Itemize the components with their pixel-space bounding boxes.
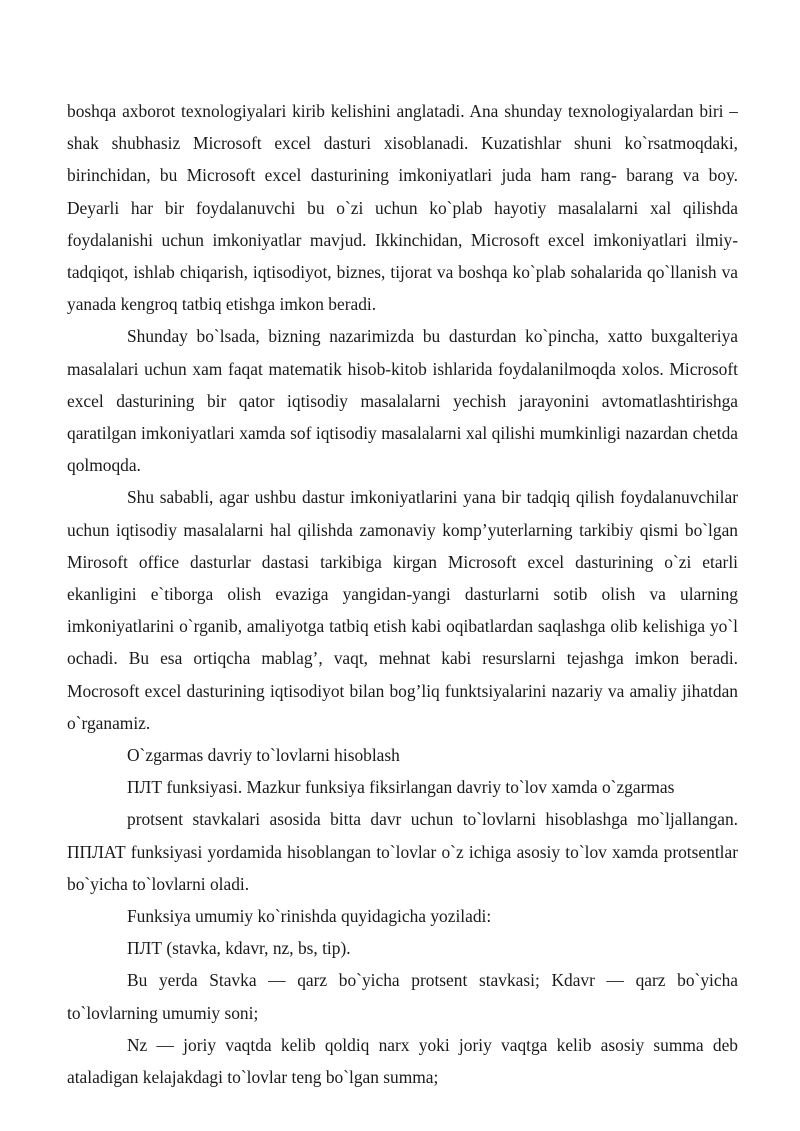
- section-heading-periodic-payments: O`zgarmas davriy to`lovlarni hisoblash: [127, 745, 400, 766]
- formula-plt-syntax: ПЛТ (stavka, kdavr, nz, bs, tip).: [127, 938, 351, 959]
- paragraph-plt-description: protsent stavkalari asosida bitta davr uchun to`lovlarni hisoblashga mo`ljallangan. ППЛАТ funksiyasi yordamida hisoblangan to`lovlar o`z ichiga asosiy to`lov xamda protsentlar bo`yicha to`lovlarni oladi.: [67, 809, 738, 894]
- paragraph-research-purpose: Shu sababli, agar ushbu dastur imkoniyatlarini yana bir tadqiq qilish foydalanuvchilar uchun iqtisodiy masalalarni hal qilishda zamonaviy komp’yuterlarning tarkibiy qismi bo`lgan Mirosoft office dasturlar dastasi tarkibiga kirgan Microsoft excel dasturining o`zi etarli ekanligini e`tiborga olish evaziga yangidan-yangi dasturlarni sotib olish va ularning imkoniyatlarini o`rganib, amaliyotga tatbiq etish kabi oqibatlardan saqlashga olib kelishiga yo`l ochadi. Bu esa ortiqcha mablag’, vaqt, mehnat kabi resurslarni tejashga imkon beradi. Mocrosoft excel dasturining iqtisodiyot bilan bog’liq funktsiyalarini nazariy va amaliy jihatdan o`rganamiz.: [67, 487, 738, 733]
- paragraph-accounting-usage: Shunday bo`lsada, bizning nazarimizda bu dasturdan ko`pincha, xatto buxgalteriya masalalari uchun xam faqat matematik hisob-kitob ishlarida foydalanilmoqda xolos. Microsoft excel dasturining bir qator iqtisodiy masalalarni yechish jarayonini avtomatlashtirishga qaratilgan imkoniyatlari xamda sof iqtisodiy masalalarni xal qilishi mumkinligi nazardan chetda qolmoqda.: [67, 326, 738, 476]
- document-page: [67, 95, 738, 1093]
- paragraph-general-form: Funksiya umumiy ko`rinishda quyidagicha yoziladi:: [127, 906, 492, 927]
- paragraph-stavka-kdavr: Bu yerda Stavka — qarz bo`yicha protsent stavkasi; Kdavr — qarz bo`yicha to`lovlarning umumiy soni;: [67, 970, 738, 1023]
- paragraph-excel-intro: boshqa axborot texnologiyalari kirib kelishini anglatadi. Ana shunday texnologiyalardan biri – shak shubhasiz Microsoft excel dasturi xisoblanadi. Kuzatishlar shuni ko`rsatmoqdaki, birinchidan, bu Microsoft excel dasturining imkoniyatlari juda ham rang- barang va boy. Deyarli har bir foydalanuvchi bu o`zi uchun ko`plab hayotiy masalalarni xal qilishda foydalanishi uchun imkoniyatlar mavjud. Ikkinchidan, Microsoft excel imkoniyatlari ilmiy-tadqiqot, ishlab chiqarish, iqtisodiyot, biznes, tijorat va boshqa ko`plab sohalarida qo`llanish va yanada kengroq tatbiq etishga imkon beradi.: [67, 101, 738, 315]
- paragraph-plt-function: ПЛТ funksiyasi. Mazkur funksiya fiksirlangan davriy to`lov xamda o`zgarmas: [127, 777, 675, 798]
- paragraph-nz-definition: Nz — joriy vaqtda kelib qoldiq narx yoki joriy vaqtga kelib asosiy summa deb ataladigan kelajakdagi to`lovlar teng bo`lgan summa;: [67, 1034, 738, 1088]
